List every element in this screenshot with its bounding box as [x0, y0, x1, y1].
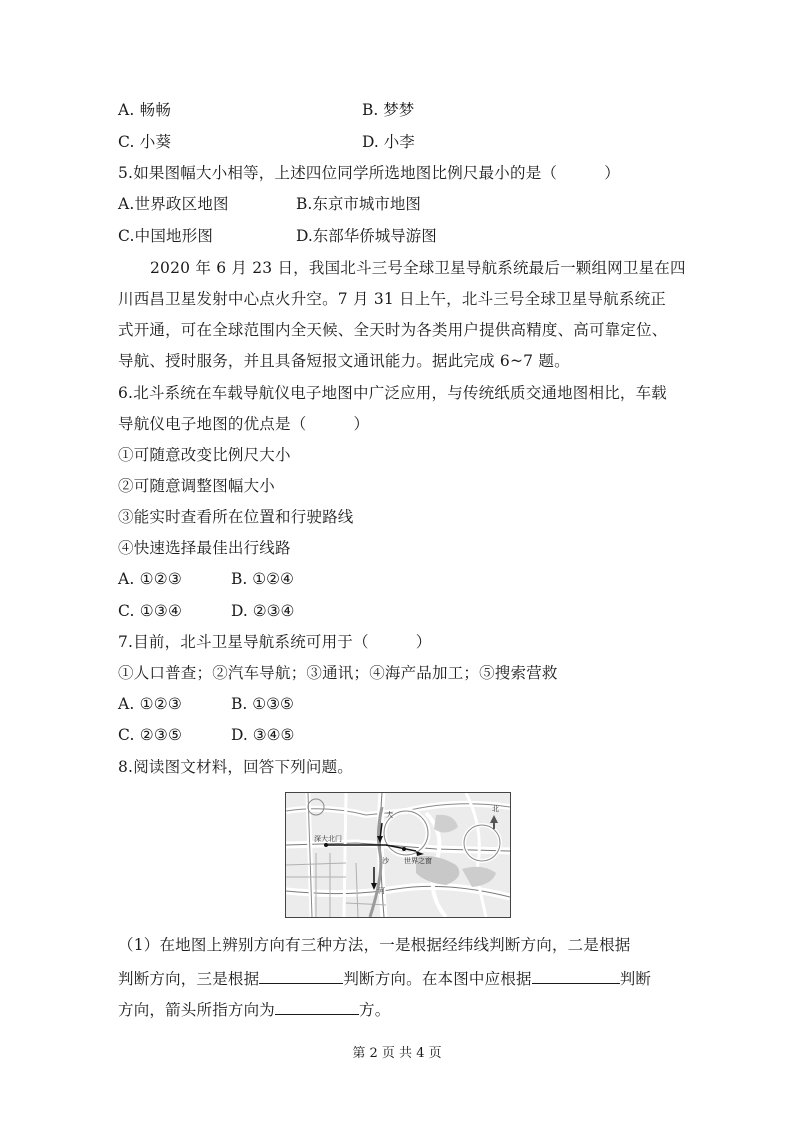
q6-item-2: ②可随意调整图幅大小 — [118, 477, 276, 495]
q7-option-a: A. ①②③ — [118, 695, 182, 713]
q7-option-d: D. ③④⑤ — [231, 726, 295, 744]
map-label-sha: 沙 — [382, 857, 389, 865]
page-footer: 第 2 页 共 4 页 — [352, 1046, 442, 1061]
street-map-figure — [285, 792, 511, 918]
q4-option-a: A. 畅畅 — [118, 101, 172, 119]
q8-part1-line-2 — [118, 966, 651, 989]
answer-blank-4[interactable] — [275, 997, 359, 1015]
q8-part1-line-3 — [118, 997, 390, 1020]
q8-part1-line2-c: 判断 — [619, 970, 652, 988]
q7-items: ①人口普查；②汽车导航；③通讯；④海产品加工；⑤搜索营救 — [118, 664, 558, 682]
map-label-gate: 深大北门 — [314, 835, 342, 843]
q5-option-b: B.东京市城市地图 — [296, 195, 421, 213]
map-label-window: 世界之窗 — [404, 857, 432, 865]
q6-item-1: ①可随意改变比例尺大小 — [118, 446, 291, 464]
q6-option-c: C. ①③④ — [118, 602, 183, 620]
passage-line-2: 川西昌卫星发射中心点火升空。7 月 31 日上午，北斗三号全球卫星导航系统正 — [118, 290, 666, 308]
map-north-label: 北 — [492, 805, 499, 813]
passage-line-1: 2020 年 6 月 23 日，我国北斗三号全球卫星导航系统最后一颗组网卫星在四 — [150, 259, 686, 277]
q8-stem: 8.阅读图文材料，回答下列问题。 — [118, 758, 353, 776]
q6-stem-line-1: 6.北斗系统在车载导航仪电子地图中广泛应用，与传统纸质交通地图相比，车载 — [118, 384, 667, 402]
q8-part1-line2-b: 判断方向。在本图中应根据 — [343, 970, 532, 988]
q5-stem: 5.如果图幅大小相等，上述四位同学所选地图比例尺最小的是（ ） — [118, 164, 620, 182]
q4-option-d: D. 小李 — [362, 133, 415, 151]
street-map-drawing — [286, 793, 510, 917]
q4-option-b: B. 梦梦 — [362, 101, 415, 119]
q8-part1-line-1: （1）在地图上辨别方向有三种方法，一是根据经纬线判断方向，二是根据 — [118, 936, 631, 954]
q7-option-b: B. ①③⑤ — [231, 695, 294, 713]
q6-option-b: B. ①②④ — [231, 570, 294, 588]
q5-option-d: D.东部华侨城导游图 — [296, 227, 437, 245]
passage-line-3: 式开通，可在全球范围内全天候、全天时为各类用户提供高精度、高可靠定位、 — [118, 321, 668, 339]
answer-blank-2[interactable] — [259, 966, 343, 984]
q6-stem-line-2: 导航仪电子地图的优点是（ ） — [118, 415, 370, 433]
q5-option-a: A.世界政区地图 — [118, 195, 229, 213]
passage-line-4: 导航、授时服务，并且具备短报文通讯能力。据此完成 6~7 题。 — [118, 352, 570, 370]
q6-item-4: ④快速选择最佳出行线路 — [118, 539, 291, 557]
q6-option-a: A. ①②③ — [118, 570, 182, 588]
map-label-da: 大 — [386, 811, 393, 819]
answer-blank-3[interactable] — [532, 966, 620, 984]
q7-option-c: C. ②③⑤ — [118, 726, 183, 744]
q8-part1-line3-a: 方向，箭头所指方向为 — [118, 1001, 276, 1019]
q4-option-c: C. 小葵 — [118, 133, 172, 151]
q6-item-3: ③能实时查看所在位置和行驶路线 — [118, 508, 354, 526]
q6-option-d: D. ②③④ — [231, 602, 295, 620]
q8-part1-line3-b: 方。 — [359, 1001, 391, 1019]
q5-option-c: C.中国地形图 — [118, 227, 214, 245]
q7-stem: 7.目前，北斗卫星导航系统可用于（ ） — [118, 633, 432, 651]
map-label-he: 河 — [378, 887, 385, 895]
q8-part1-line2-a: 判断方向，三是根据 — [118, 970, 260, 988]
